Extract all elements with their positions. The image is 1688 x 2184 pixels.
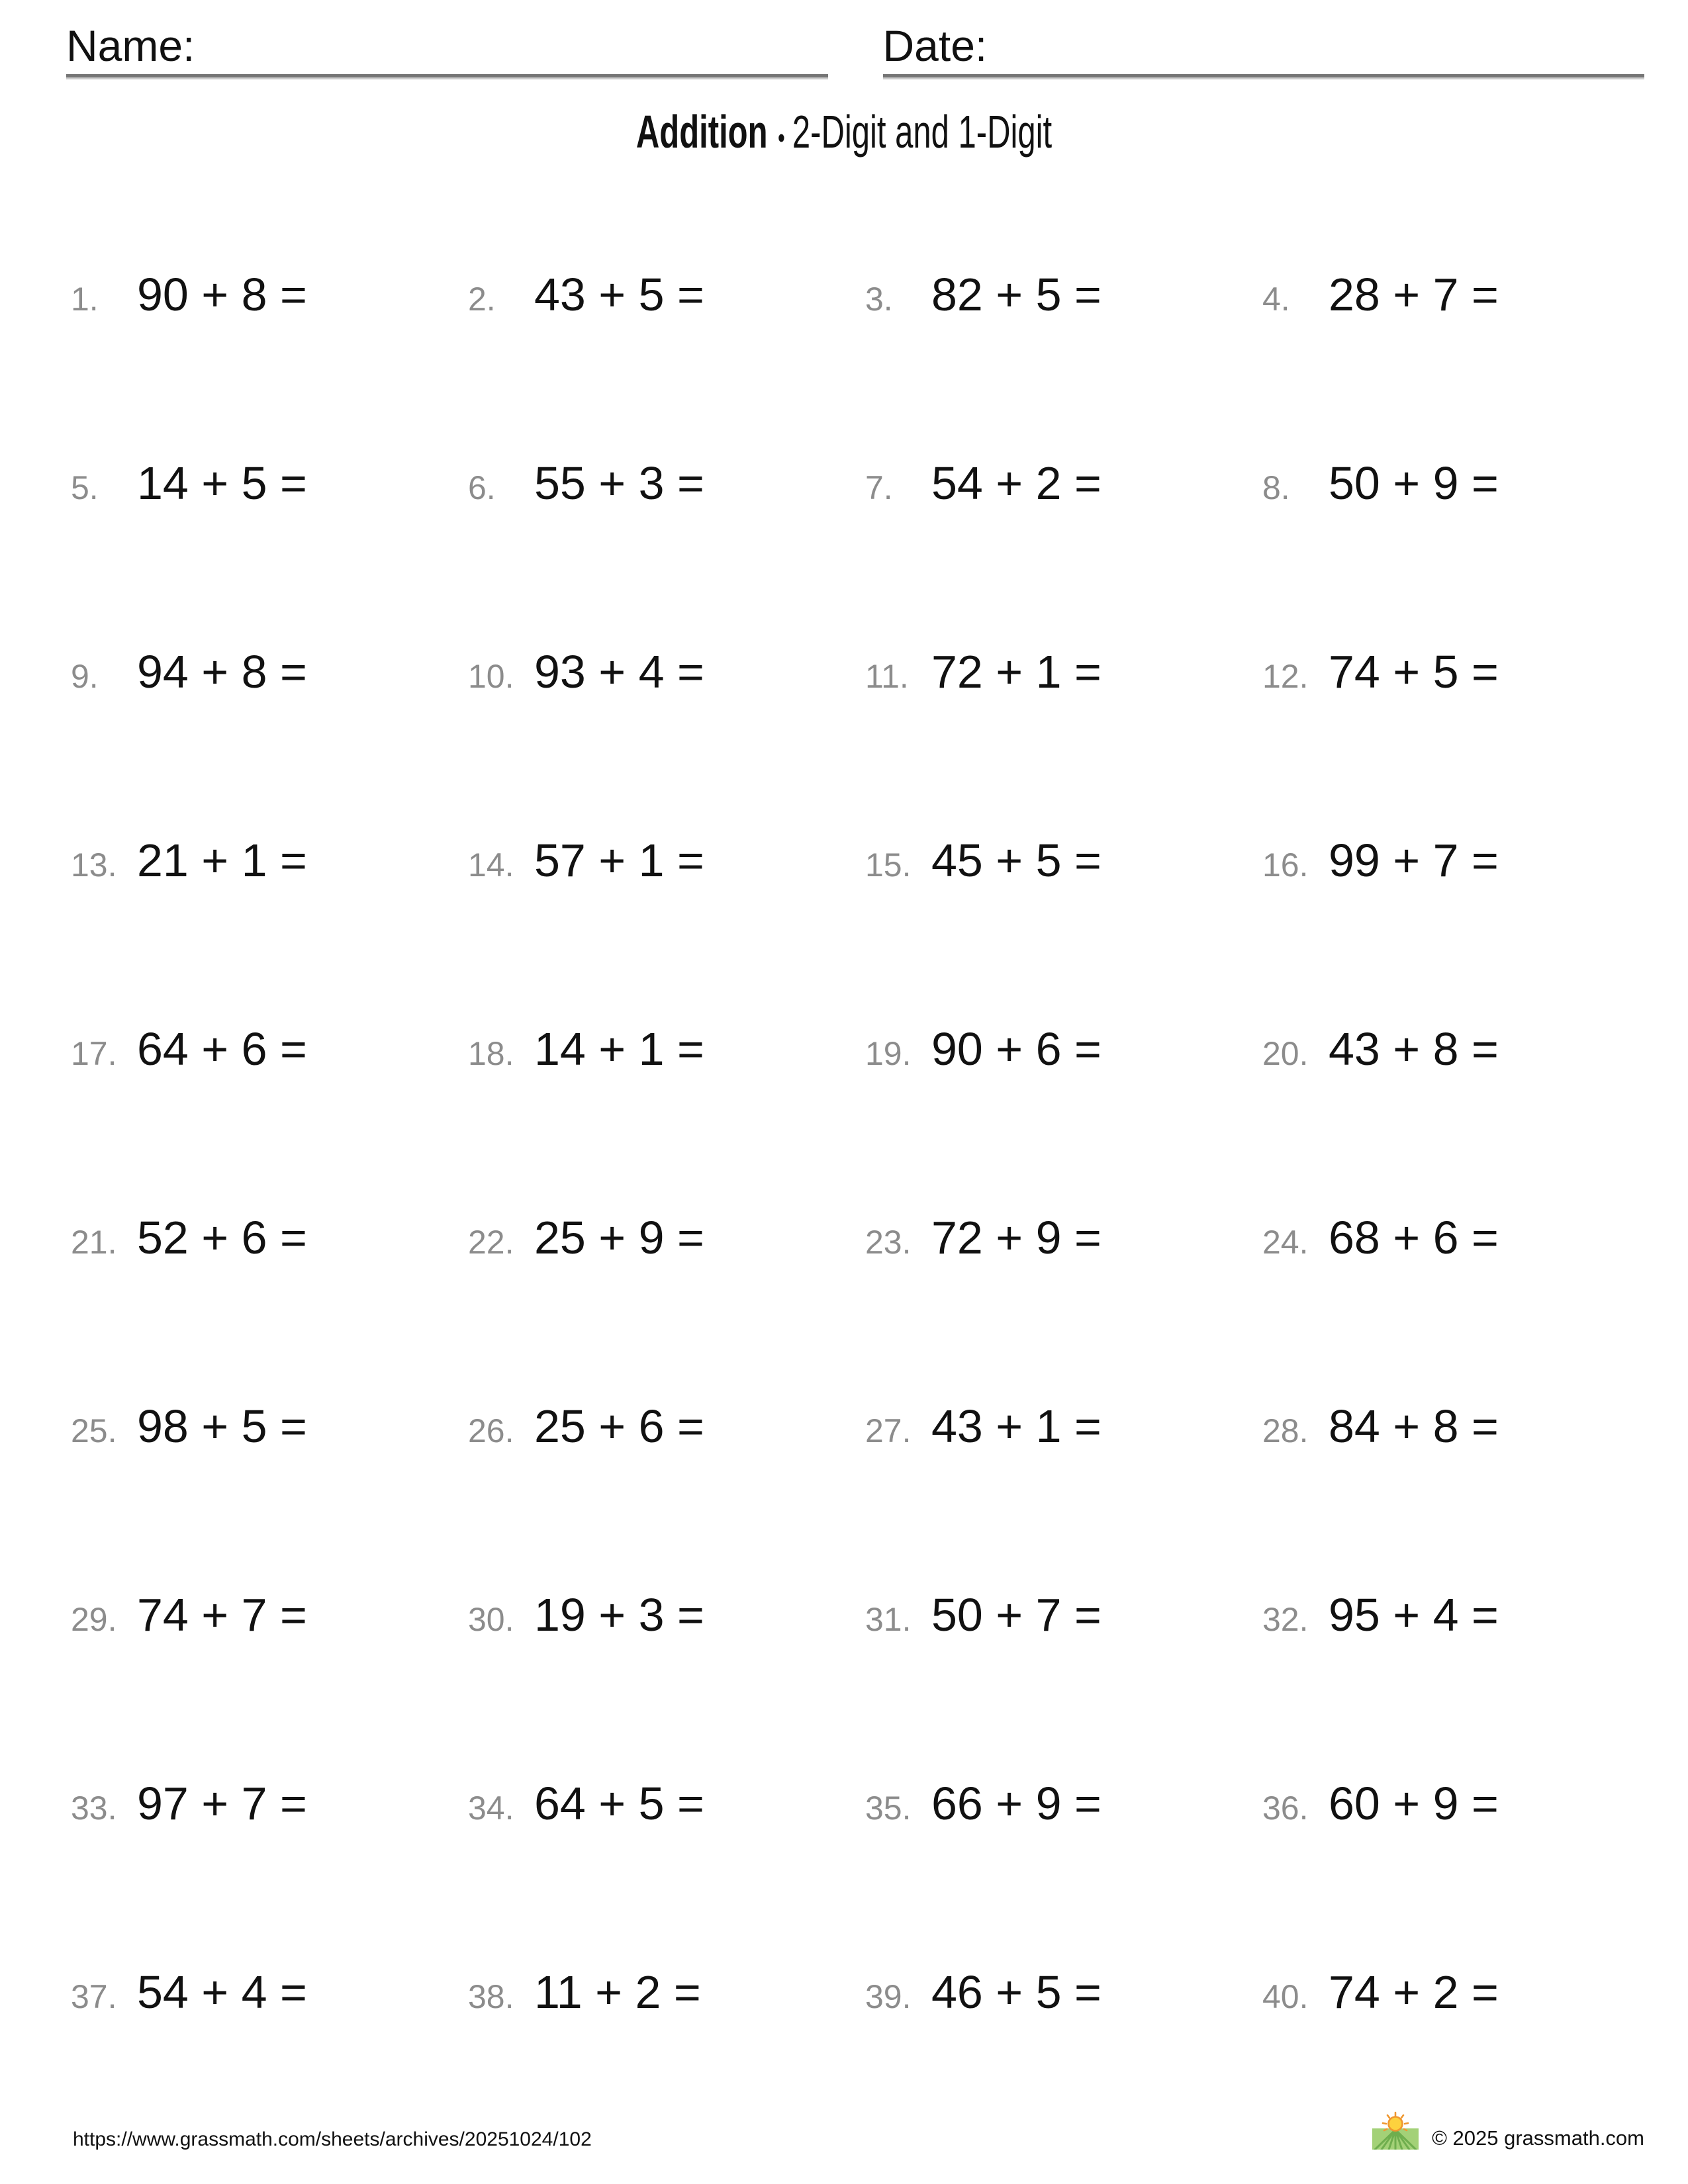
- problem-expression: 97 + 7 =: [137, 1778, 307, 1829]
- problem-item: [71, 1966, 468, 2018]
- problem-item: [71, 1400, 468, 1452]
- problem-item: [71, 646, 468, 698]
- problem-expression: 64 + 5 =: [534, 1778, 704, 1829]
- problem-item: [1262, 837, 1660, 884]
- problem-expression: 84 + 8 =: [1329, 1400, 1499, 1452]
- problem-number: 11.: [865, 658, 909, 695]
- problem-expression: 52 + 6 =: [137, 1212, 307, 1263]
- problem-expression: 43 + 1 =: [931, 1400, 1102, 1452]
- footer-branding: [1371, 2111, 1644, 2150]
- problem-expression: 14 + 1 =: [534, 1023, 704, 1075]
- problem-item: [468, 271, 865, 318]
- problem-number: 37.: [71, 1978, 117, 2015]
- problem-expression: 50 + 9 =: [1329, 457, 1499, 509]
- problem-expression: 64 + 6 =: [137, 1023, 307, 1075]
- page-title: [254, 106, 1435, 158]
- problem-number: 23.: [865, 1224, 912, 1261]
- problem-item: [865, 1966, 1262, 2018]
- problem-expression: 74 + 7 =: [137, 1589, 307, 1641]
- problem-number: 5.: [71, 469, 99, 506]
- problem-number: 29.: [71, 1601, 117, 1638]
- problem-item: [865, 457, 1262, 509]
- date-field: [882, 21, 1645, 77]
- problem-expression: 94 + 8 =: [137, 646, 307, 698]
- problem-item: [1262, 1780, 1660, 1827]
- problem-number: 34.: [468, 1790, 514, 1827]
- problem-expression: 54 + 2 =: [931, 457, 1102, 509]
- problem-expression: 90 + 8 =: [137, 269, 307, 320]
- problem-expression: 46 + 5 =: [931, 1966, 1102, 2018]
- problem-expression: 66 + 9 =: [931, 1778, 1102, 1829]
- problem-number: 27.: [865, 1412, 912, 1449]
- problem-item: [865, 646, 1262, 698]
- problem-number: 18.: [468, 1035, 514, 1072]
- problem-number: 10.: [468, 658, 514, 695]
- problem-number: 7.: [865, 469, 893, 506]
- problem-item: [1262, 1400, 1660, 1452]
- problem-number: 12.: [1262, 658, 1309, 695]
- problem-expression: 50 + 7 =: [931, 1589, 1102, 1641]
- problem-item: [865, 271, 1262, 318]
- problem-expression: 57 + 1 =: [534, 835, 704, 886]
- problem-number: 19.: [865, 1035, 912, 1072]
- problem-number: 28.: [1262, 1412, 1309, 1449]
- problem-item: [71, 837, 468, 884]
- problem-number: 3.: [865, 281, 893, 318]
- problem-expression: 60 + 9 =: [1329, 1778, 1499, 1829]
- problem-expression: 25 + 6 =: [534, 1400, 704, 1452]
- problem-expression: 74 + 5 =: [1329, 646, 1499, 698]
- problem-expression: 43 + 5 =: [534, 269, 704, 320]
- problem-item: [1262, 646, 1660, 698]
- problem-item: [1262, 457, 1660, 509]
- copyright-text: © 2025 grassmath.com: [1432, 2126, 1644, 2150]
- problem-number: 30.: [468, 1601, 514, 1638]
- problem-item: [71, 271, 468, 318]
- problem-item: [71, 1589, 468, 1641]
- problem-item: [865, 1589, 1262, 1641]
- problem-expression: 28 + 7 =: [1329, 269, 1499, 320]
- problem-number: 17.: [71, 1035, 117, 1072]
- problem-number: 9.: [71, 658, 99, 695]
- problem-item: [468, 1214, 865, 1261]
- problem-number: 31.: [865, 1601, 912, 1638]
- name-input-line[interactable]: [66, 74, 828, 77]
- sunrise-over-field-icon: [1371, 2111, 1420, 2150]
- problem-number: 21.: [71, 1224, 117, 1261]
- problem-number: 24.: [1262, 1224, 1309, 1261]
- problem-item: [865, 837, 1262, 884]
- problem-expression: 93 + 4 =: [534, 646, 704, 698]
- problem-item: [1262, 1023, 1660, 1075]
- problem-item: [1262, 1966, 1660, 2018]
- problem-expression: 14 + 5 =: [137, 457, 307, 509]
- problem-item: [71, 1023, 468, 1075]
- problem-expression: 72 + 9 =: [931, 1212, 1102, 1263]
- problem-expression: 25 + 9 =: [534, 1212, 704, 1263]
- problem-number: 33.: [71, 1790, 117, 1827]
- problem-item: [71, 1214, 468, 1261]
- problems-grid: [71, 271, 1660, 2158]
- problem-expression: 45 + 5 =: [931, 835, 1102, 886]
- problem-expression: 21 + 1 =: [137, 835, 307, 886]
- problem-item: [468, 1780, 865, 1827]
- problem-number: 13.: [71, 846, 117, 884]
- problem-expression: 55 + 3 =: [534, 457, 704, 509]
- problem-number: 4.: [1262, 281, 1290, 318]
- problem-number: 22.: [468, 1224, 514, 1261]
- problem-item: [468, 646, 865, 698]
- problem-number: 2.: [468, 281, 496, 318]
- problem-expression: 98 + 5 =: [137, 1400, 307, 1452]
- problem-number: 40.: [1262, 1978, 1309, 2015]
- title-main: Addition: [635, 106, 768, 158]
- footer: [73, 2111, 1644, 2150]
- problem-number: 6.: [468, 469, 496, 506]
- problem-number: 32.: [1262, 1601, 1309, 1638]
- date-label: Date:: [882, 21, 988, 70]
- problem-number: 15.: [865, 846, 912, 884]
- problem-item: [468, 1400, 865, 1452]
- problem-item: [468, 1589, 865, 1641]
- footer-url[interactable]: https://www.grassmath.com/sheets/archives/20251024/102: [73, 2128, 592, 2150]
- problem-number: 39.: [865, 1978, 912, 2015]
- header: [66, 21, 1644, 77]
- problem-item: [71, 1780, 468, 1827]
- problem-item: [71, 457, 468, 509]
- problem-number: 1.: [71, 281, 99, 318]
- problem-number: 14.: [468, 846, 514, 884]
- problem-expression: 99 + 7 =: [1329, 835, 1499, 886]
- problem-item: [468, 1023, 865, 1075]
- problem-expression: 74 + 2 =: [1329, 1966, 1499, 2018]
- problem-item: [865, 1023, 1262, 1075]
- date-input-line[interactable]: [883, 74, 1645, 77]
- problem-expression: 54 + 4 =: [137, 1966, 307, 2018]
- name-field: [66, 21, 828, 77]
- problem-expression: 11 + 2 =: [534, 1966, 701, 2018]
- problem-item: [468, 1966, 865, 2018]
- problem-item: [1262, 1214, 1660, 1261]
- problem-expression: 72 + 1 =: [931, 646, 1102, 698]
- problem-expression: 95 + 4 =: [1329, 1589, 1499, 1641]
- problem-expression: 19 + 3 =: [534, 1589, 704, 1641]
- problem-item: [468, 837, 865, 884]
- problem-item: [468, 457, 865, 509]
- problem-number: 26.: [468, 1412, 514, 1449]
- problem-number: 36.: [1262, 1790, 1309, 1827]
- problem-expression: 82 + 5 =: [931, 269, 1102, 320]
- problem-item: [865, 1780, 1262, 1827]
- problem-expression: 43 + 8 =: [1329, 1023, 1499, 1075]
- problem-item: [865, 1214, 1262, 1261]
- problem-number: 16.: [1262, 846, 1309, 884]
- problem-item: [865, 1400, 1262, 1452]
- title-separator-dot: •: [777, 122, 785, 154]
- problem-expression: 90 + 6 =: [931, 1023, 1102, 1075]
- problem-number: 8.: [1262, 469, 1290, 506]
- problem-number: 35.: [865, 1790, 912, 1827]
- title-subtitle: 2-Digit and 1-Digit: [792, 106, 1053, 158]
- name-label: Name:: [66, 21, 195, 70]
- problem-number: 38.: [468, 1978, 514, 2015]
- problem-item: [1262, 271, 1660, 318]
- problem-item: [1262, 1589, 1660, 1641]
- problem-expression: 68 + 6 =: [1329, 1212, 1499, 1263]
- problem-number: 20.: [1262, 1035, 1309, 1072]
- problem-number: 25.: [71, 1412, 117, 1449]
